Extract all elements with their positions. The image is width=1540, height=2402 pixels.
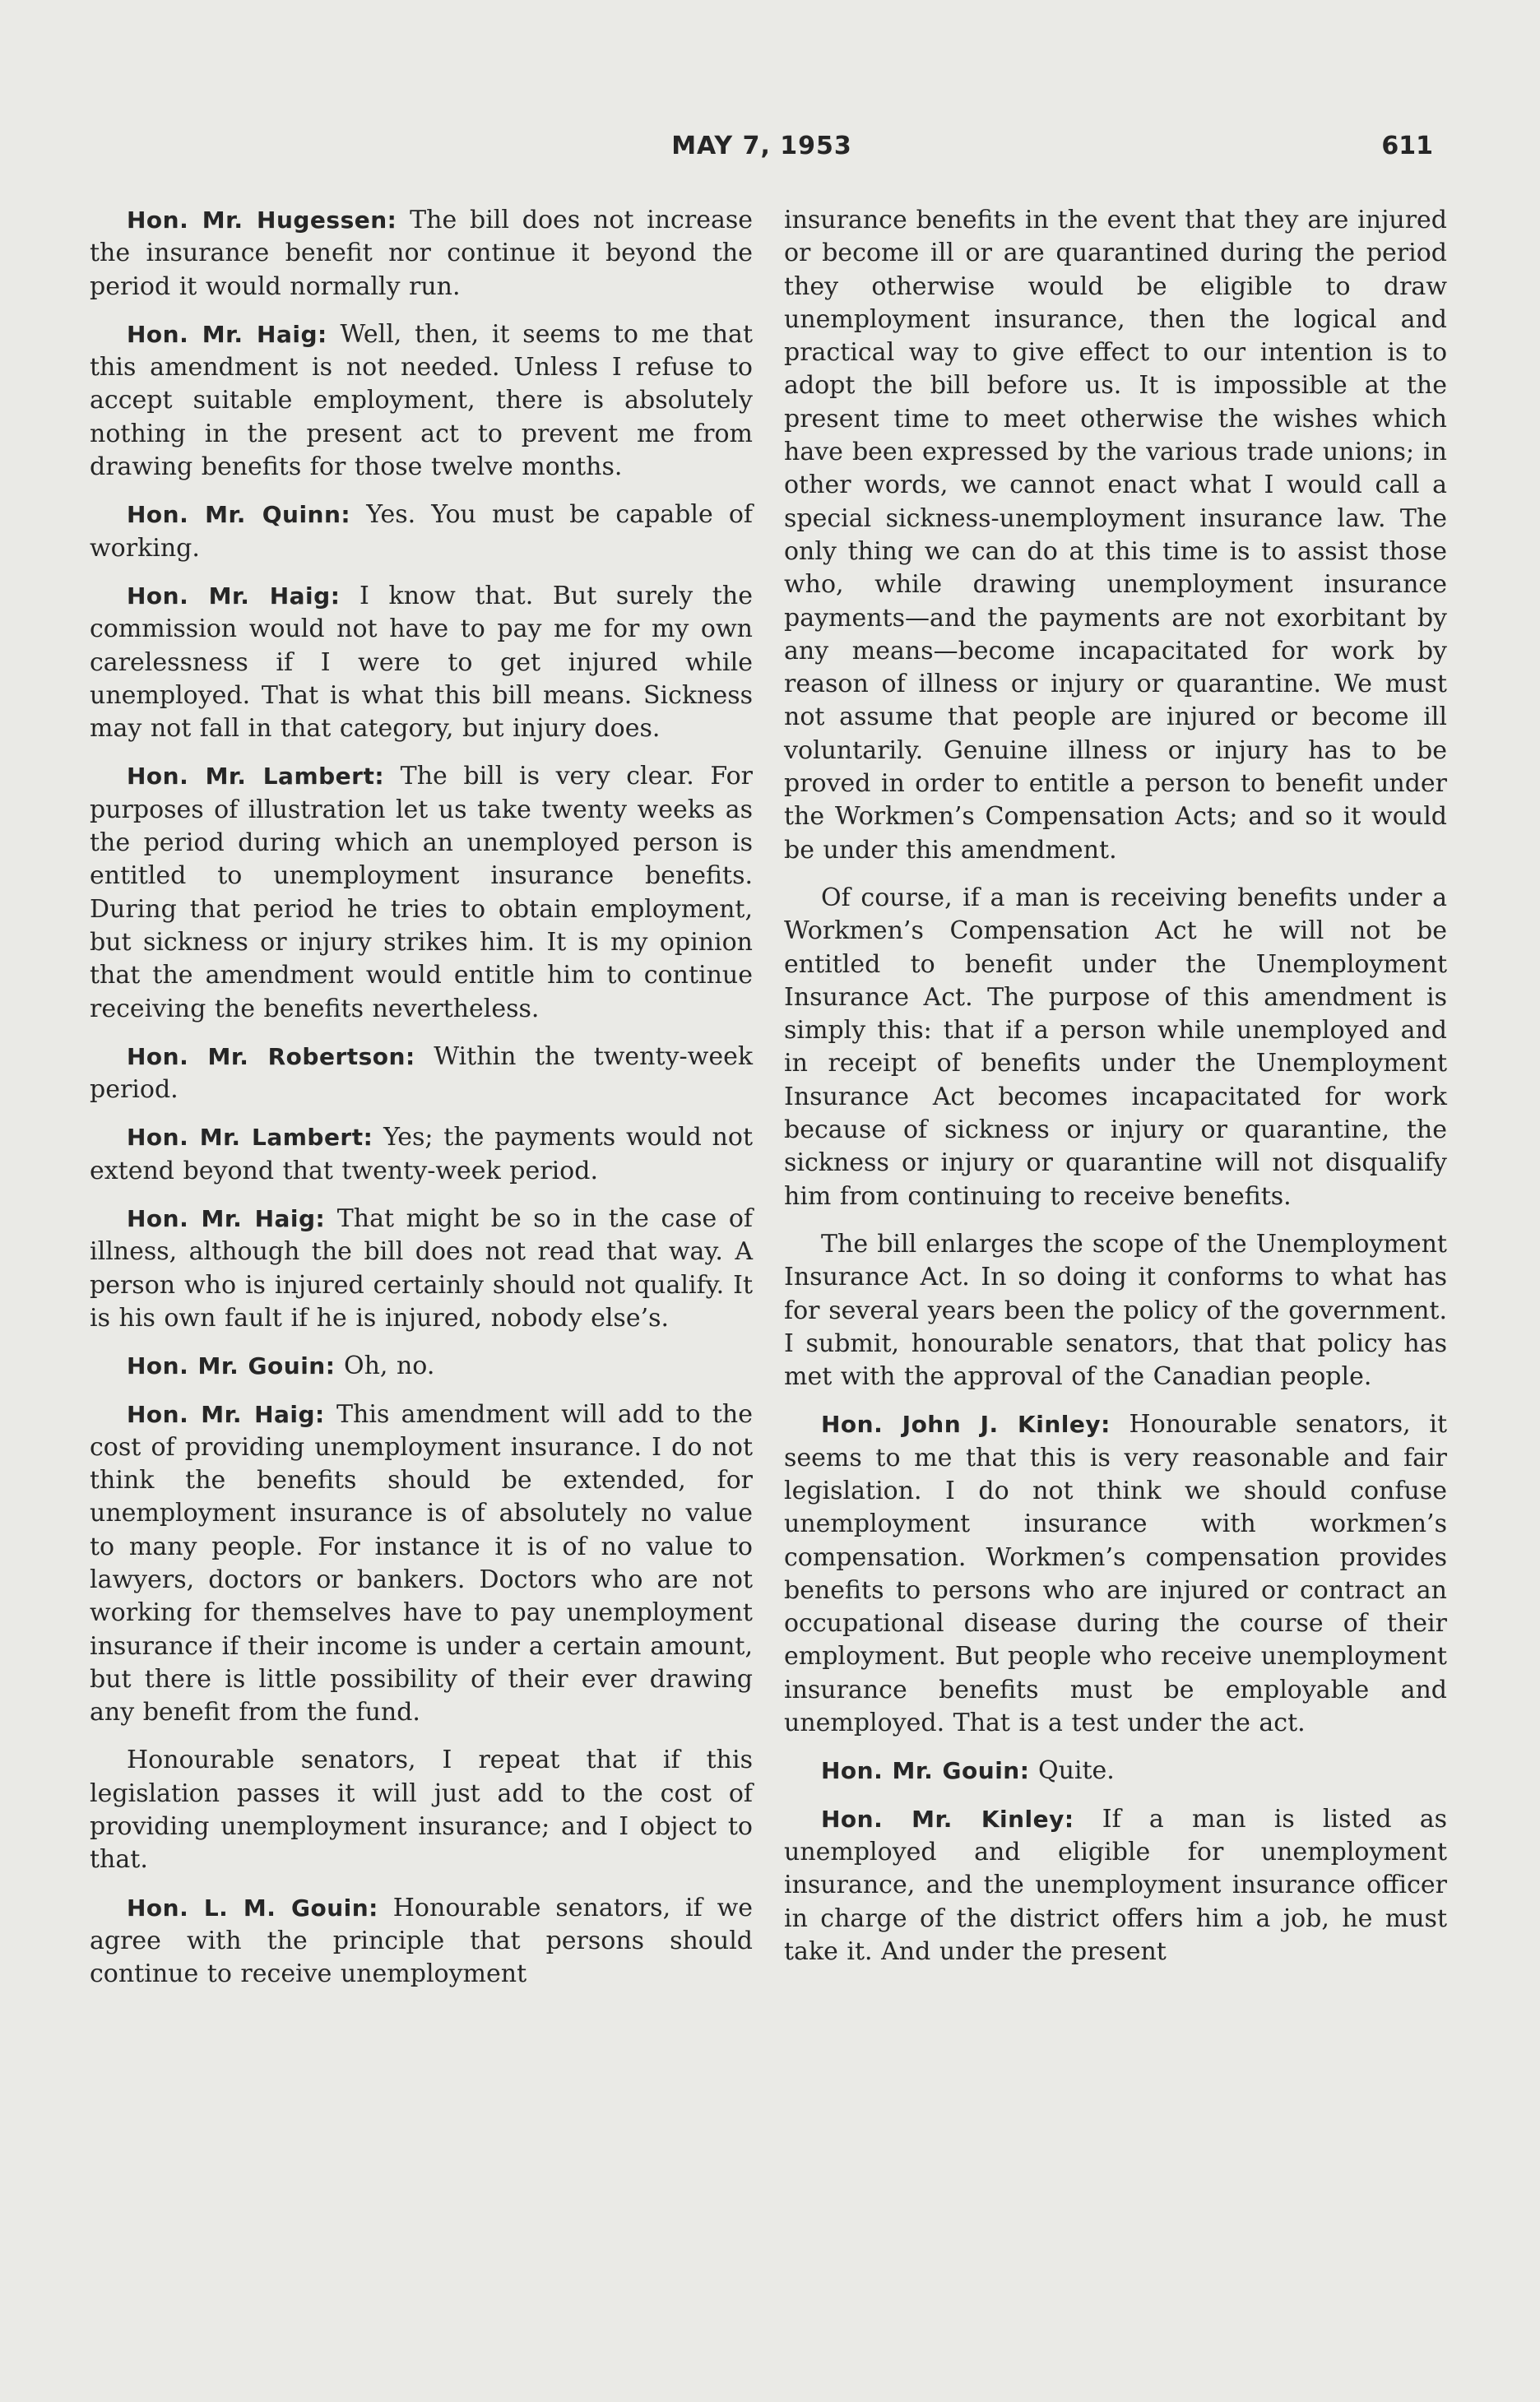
page-header [90,132,1433,173]
speaker-name: Hon. Mr. Lambert: [127,1124,373,1152]
paragraph [90,1892,753,1992]
paragraph-text: Well, then, it seems to me that this amendment is not needed. Unless I refuse to accept suitable employment, there is absolutely nothing in the present act to prevent me from drawing benefits for those twelve months. [90,319,753,482]
paragraph-text: The bill is very clear. For purposes of illustration let us take twenty weeks as the period during which an unemployed person is entitled to unemployment insurance benefits. During that period he tries to obtain employment, but sickness or injury strikes him. It is my opinion that the amendment would entitle him to continue receiving the benefits nevertheless. [90,762,754,1023]
paragraph [90,1041,753,1107]
speaker-name: Hon. Mr. Haig: [127,320,327,348]
paragraph-text: Honourable senators, if we agree with the principle that persons should continue to receive unemployment [90,1893,754,1989]
paragraph [784,1228,1447,1393]
paragraph-text: Of course, if a man is receiving benefits under a Workmen’s Compensation Act he will not be entitled to benefit under the Unemployment Insurance Act. The purpose of this amendment is simply this: that if a person while unemployed and in receipt of benefits under the Unemployment Insurance Act becomes incapacitated for work because of sickness or injury or quarantine, the sickness or injury or quarantine will not disqualify him from continuing to receive benefits. [784,883,1447,1211]
speaker-name: Hon. Mr. Haig: [127,582,341,610]
paragraph-text: insurance benefits in the event that they are injured or become ill or are quarantined during the period they otherwise would be eligible to draw unemployment insurance, then the logical and practical way to give effect to our intention is to adopt the bill before us. It is impossible at the present time to meet otherwise the wishes which have been expressed by the various trade unions; in other words, we cannot enact what I would call a special sickness-unemployment insurance law. The only thing we can do at this time is to assist those who, while drawing unemployment insurance payments—and the payments are not exorbitant by any means—become incapacitated for work by reason of illness or injury or quarantine. We must not assume that people are injured or become ill voluntarily. Genuine illness or injury has to be proved in order to entitle a person to benefit under the Workmen’s Compensation Acts; and so it would be under this amendment. [784,206,1447,865]
paragraph-text: I know that. But surely the commission would not have to pay me for my own carelessness if I were to get injured while unemployed. That is what this bill means. Sickness may not fall in that category, but injury does. [90,581,754,744]
paragraph-text: The bill enlarges the scope of the Unemployment Insurance Act. In so doing it conforms to what has for several years been the policy of the government. I submit, honourable senators, that that policy has met with the approval of the Canadian people. [784,1229,1447,1392]
paragraph [90,760,753,1025]
paragraph [784,204,1447,867]
speaker-name: Hon. L. M. Gouin: [127,1894,378,1922]
right-column [784,204,1447,1983]
paragraph [90,1121,753,1188]
paragraph-text: That might be so in the case of illness, although the bill does not read that way. A person who is injured certainly should not qualify. It is his own fault if he is injured, nobody else’s. [90,1204,753,1333]
speaker-name: Hon. John J. Kinley: [821,1411,1111,1439]
paragraph-text: Within the twenty-week period. [90,1041,754,1105]
paragraph [90,204,753,304]
paragraph [90,1744,753,1876]
header-date: MAY 7, 1953 [671,132,852,160]
paragraph [90,580,753,745]
paragraph-text: Honourable senators, it seems to me that this is very reasonable and fair legislation. I do not think we should confuse unemployment insurance with workmen’s compensation. Workmen’s compensation provides benefits to persons who are injured or contract an occupational disease during the course of their employment. But people who receive unemployment insurance benefits must be employable and unemployed. That is a test under the act. [784,1410,1448,1738]
speaker-name: Hon. Mr. Quinn: [127,501,351,529]
paragraph [784,1803,1447,1968]
speaker-name: Hon. Mr. Haig: [127,1205,326,1233]
paragraph-text: Yes. You must be capable of working. [90,500,753,563]
paragraph [784,1755,1447,1788]
paragraph-text: Oh, no. [335,1352,435,1381]
paragraph-text: Honourable senators, I repeat that if this legislation passes it will just add to the cost of providing unemployment insurance; and I object to that. [90,1746,753,1875]
paragraph [90,318,753,484]
paragraph [784,882,1447,1213]
paragraph [90,1350,753,1383]
speaker-name: Hon. Mr. Gouin: [821,1757,1030,1785]
paragraph-text: If a man is listed as unemployed and eligible for unemployment insurance, and the unemployment insurance officer in charge of the district offers him a job, he must take it. And under the present [784,1804,1447,1966]
paragraph-text: Quite. [1029,1756,1115,1786]
speaker-name: Hon. Mr. Kinley: [821,1805,1074,1833]
paragraph [90,498,753,565]
paragraph [90,1203,753,1335]
paragraph [784,1408,1447,1740]
speaker-name: Hon. Mr. Gouin: [127,1352,336,1380]
paragraph-text: This amendment will add to the cost of providing unemployment insurance. I do not think the benefits should be extended, for unemployment insurance is of absolutely no value to many people. For instance it is of no value to lawyers, doctors or bankers. Doctors who are not working for themselves have to pay unemployment insurance if their income is under a certain amount, but there is little possibility of their ever drawing any benefit from the fund. [90,1399,754,1727]
speaker-name: Hon. Mr. Haig: [127,1400,325,1428]
speaker-name: Hon. Mr. Robertson: [127,1042,415,1070]
paragraph-text: Yes; the payments would not extend beyond that twenty-week period. [90,1123,753,1185]
paragraph-text: The bill does not increase the insurance benefit nor continue it beyond the period it would normally run. [90,206,753,301]
page-number: 611 [1381,132,1433,160]
left-column [90,204,753,2006]
speaker-name: Hon. Mr. Hugessen: [127,206,397,234]
speaker-name: Hon. Mr. Lambert: [127,763,385,791]
paragraph [90,1398,753,1730]
